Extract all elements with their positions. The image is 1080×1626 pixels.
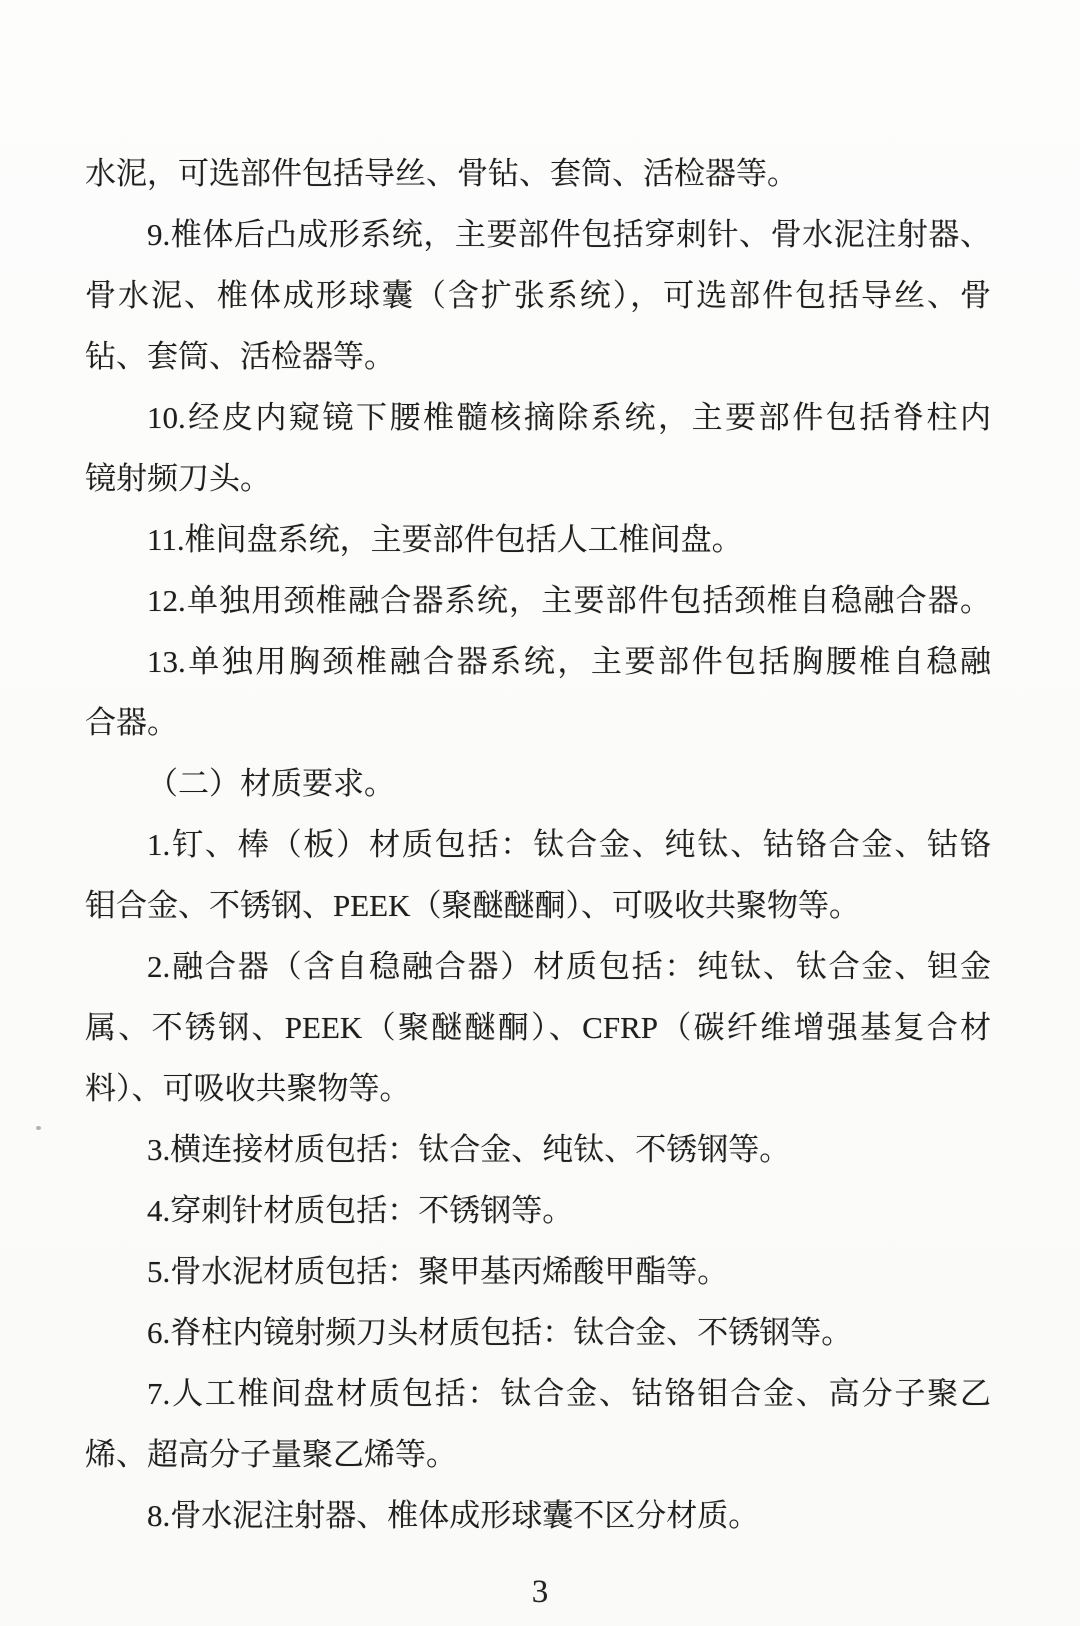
text-line: 5.骨水泥材质包括：聚甲基丙烯酸甲酯等。 xyxy=(147,1254,729,1289)
text-line: 镜射频刀头。 xyxy=(85,461,271,496)
text-line: 7.人工椎间盘材质包括：钛合金、钴铬钼合金、高分子聚乙 xyxy=(147,1376,991,1411)
text-line: 骨水泥、椎体成形球囊（含扩张系统），可选部件包括导丝、骨 xyxy=(85,278,991,313)
document-body xyxy=(85,143,991,1546)
text-line: 12.单独用颈椎融合器系统，主要部件包括颈椎自稳融合器。 xyxy=(147,583,991,618)
text-line: 3.横连接材质包括：钛合金、纯钛、不锈钢等。 xyxy=(147,1132,791,1167)
text-line: 钻、套筒、活检器等。 xyxy=(85,339,395,374)
page-number: 3 xyxy=(531,1574,549,1610)
text-line: 4.穿刺针材质包括：不锈钢等。 xyxy=(147,1193,574,1228)
text-line: 烯、超高分子量聚乙烯等。 xyxy=(85,1437,457,1472)
text-line: 9.椎体后凸成形系统，主要部件包括穿刺针、骨水泥注射器、 xyxy=(147,217,991,252)
text-line: 6.脊柱内镜射频刀头材质包括：钛合金、不锈钢等。 xyxy=(147,1315,853,1350)
text-line: 合器。 xyxy=(85,705,178,740)
text-line: 13.单独用胸颈椎融合器系统，主要部件包括胸腰椎自稳融 xyxy=(147,644,991,679)
text-line: 水泥，可选部件包括导丝、骨钻、套筒、活检器等。 xyxy=(85,156,798,191)
text-line: 2.融合器（含自稳融合器）材质包括：纯钛、钛合金、钽金 xyxy=(147,949,991,984)
text-line: 8.骨水泥注射器、椎体成形球囊不区分材质。 xyxy=(147,1498,760,1533)
text-line: 钼合金、不锈钢、PEEK（聚醚醚酮）、可吸收共聚物等。 xyxy=(85,888,860,923)
text-line: （二）材质要求。 xyxy=(147,766,395,801)
text-line: 1.钉、棒（板）材质包括：钛合金、纯钛、钴铬合金、钴铬 xyxy=(147,827,991,862)
scan-speck xyxy=(36,1126,41,1130)
text-line: 11.椎间盘系统，主要部件包括人工椎间盘。 xyxy=(147,522,743,557)
text-line: 10.经皮内窥镜下腰椎髓核摘除系统，主要部件包括脊柱内 xyxy=(147,400,991,435)
text-line: 属、不锈钢、PEEK（聚醚醚酮）、CFRP（碳纤维增强基复合材 xyxy=(85,1010,991,1045)
text-line: 料）、可吸收共聚物等。 xyxy=(85,1071,411,1106)
